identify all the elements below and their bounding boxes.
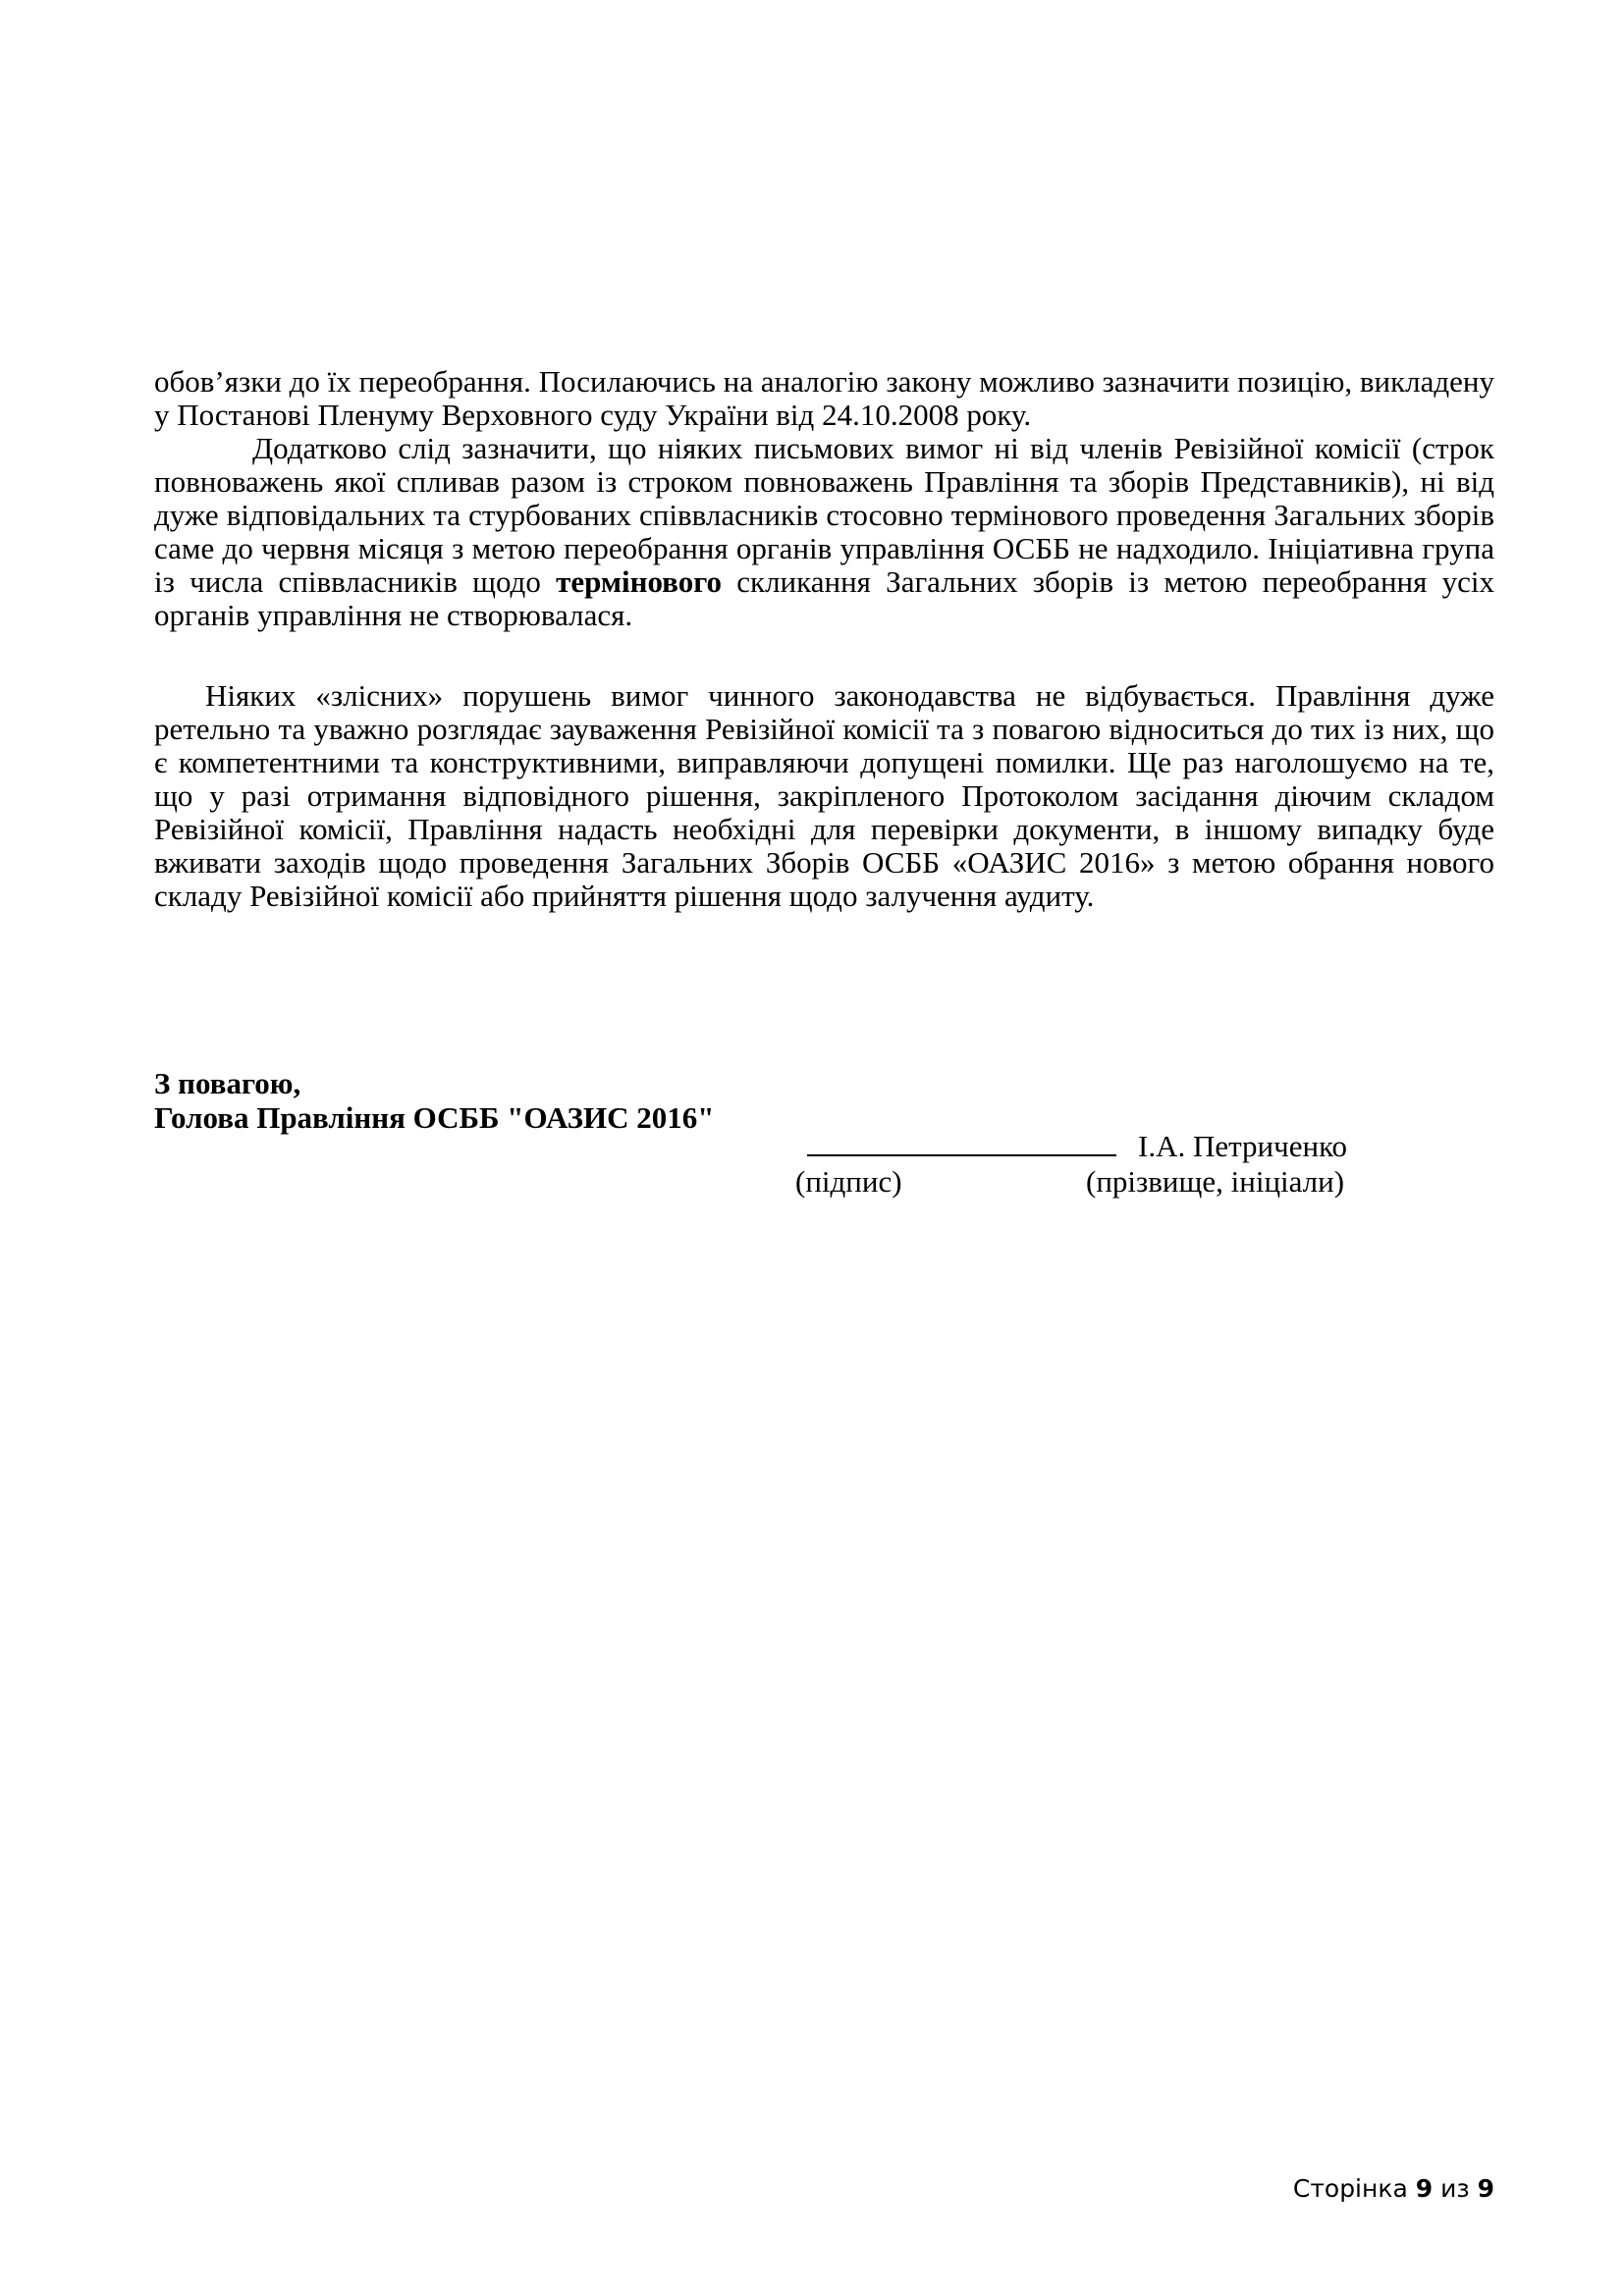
closing-regards: З повагою, (154, 1066, 301, 1100)
paragraph-text: скликання Загальних зборів із метою переобрання усіх органів управління не створювалася. (154, 564, 1494, 632)
signature-caption: (підпис) (795, 1164, 902, 1199)
page-label: Сторінка (1292, 2174, 1408, 2203)
total-pages-number: 9 (1477, 2174, 1494, 2203)
name-caption: (прізвище, ініціали) (1086, 1164, 1345, 1199)
page-of-label: из (1440, 2174, 1470, 2203)
paragraph-continuation: обов’язки до їх переобрання. Посилаючись на аналогію закону можливо зазначити позицію, викладену у Постанові Пленуму Верховного суду України від 24.10.2008 року. (154, 364, 1495, 432)
paragraph-text: Додатково слід зазначити, що ніяких письмових вимог ні від членів Ревізійної комісії (строк повноважень якої спливав разом із строком повноважень Правління та зборів Представників), ні від дуже відповідальних та стурбованих співвласників стосовно термінового проведення Загальних зборів саме до червня місяця з метою переобрання органів управління ОСББ не надходило. Ініціативна група із числа співвласників щодо (154, 431, 1494, 599)
paragraph-no-violations: Ніяких «злісних» порушень вимог чинного законодавства не відбувається. Правління дуже ретельно та уважно розглядає зауваження Ревізійної комісії та з повагою відноситься до тих із них, що є компетентними та конструктивними, виправляючи допущені помилки. Ще раз наголошуємо на те, що у разі отримання відповідного рішення, закріпленого Протоколом засідання діючим складом Ревізійної комісії, Правління надасть необхідні для перевірки документи, в іншому випадку буде вживати заходів щодо проведення Загальних Зборів ОСББ «ОАЗИС 2016» з метою обрання нового складу Ревізійної комісії або прийняття рішення щодо залучення аудиту. (154, 678, 1494, 913)
body-text (154, 365, 1494, 632)
signature-line (807, 1129, 1347, 1163)
closing-block (154, 1066, 714, 1135)
signer-name: І.А. Петриченко (1138, 1129, 1348, 1163)
body-text-section (154, 679, 1494, 913)
signer-position: Голова Правління ОСББ "ОАЗИС 2016" (154, 1100, 715, 1135)
page-footer (1293, 2174, 1494, 2204)
current-page-number: 9 (1415, 2174, 1434, 2203)
signature-blank (807, 1129, 1116, 1156)
emphasized-word: термінового (556, 564, 723, 599)
paragraph-additional-note (154, 432, 1494, 632)
signature-captions (795, 1164, 1344, 1199)
